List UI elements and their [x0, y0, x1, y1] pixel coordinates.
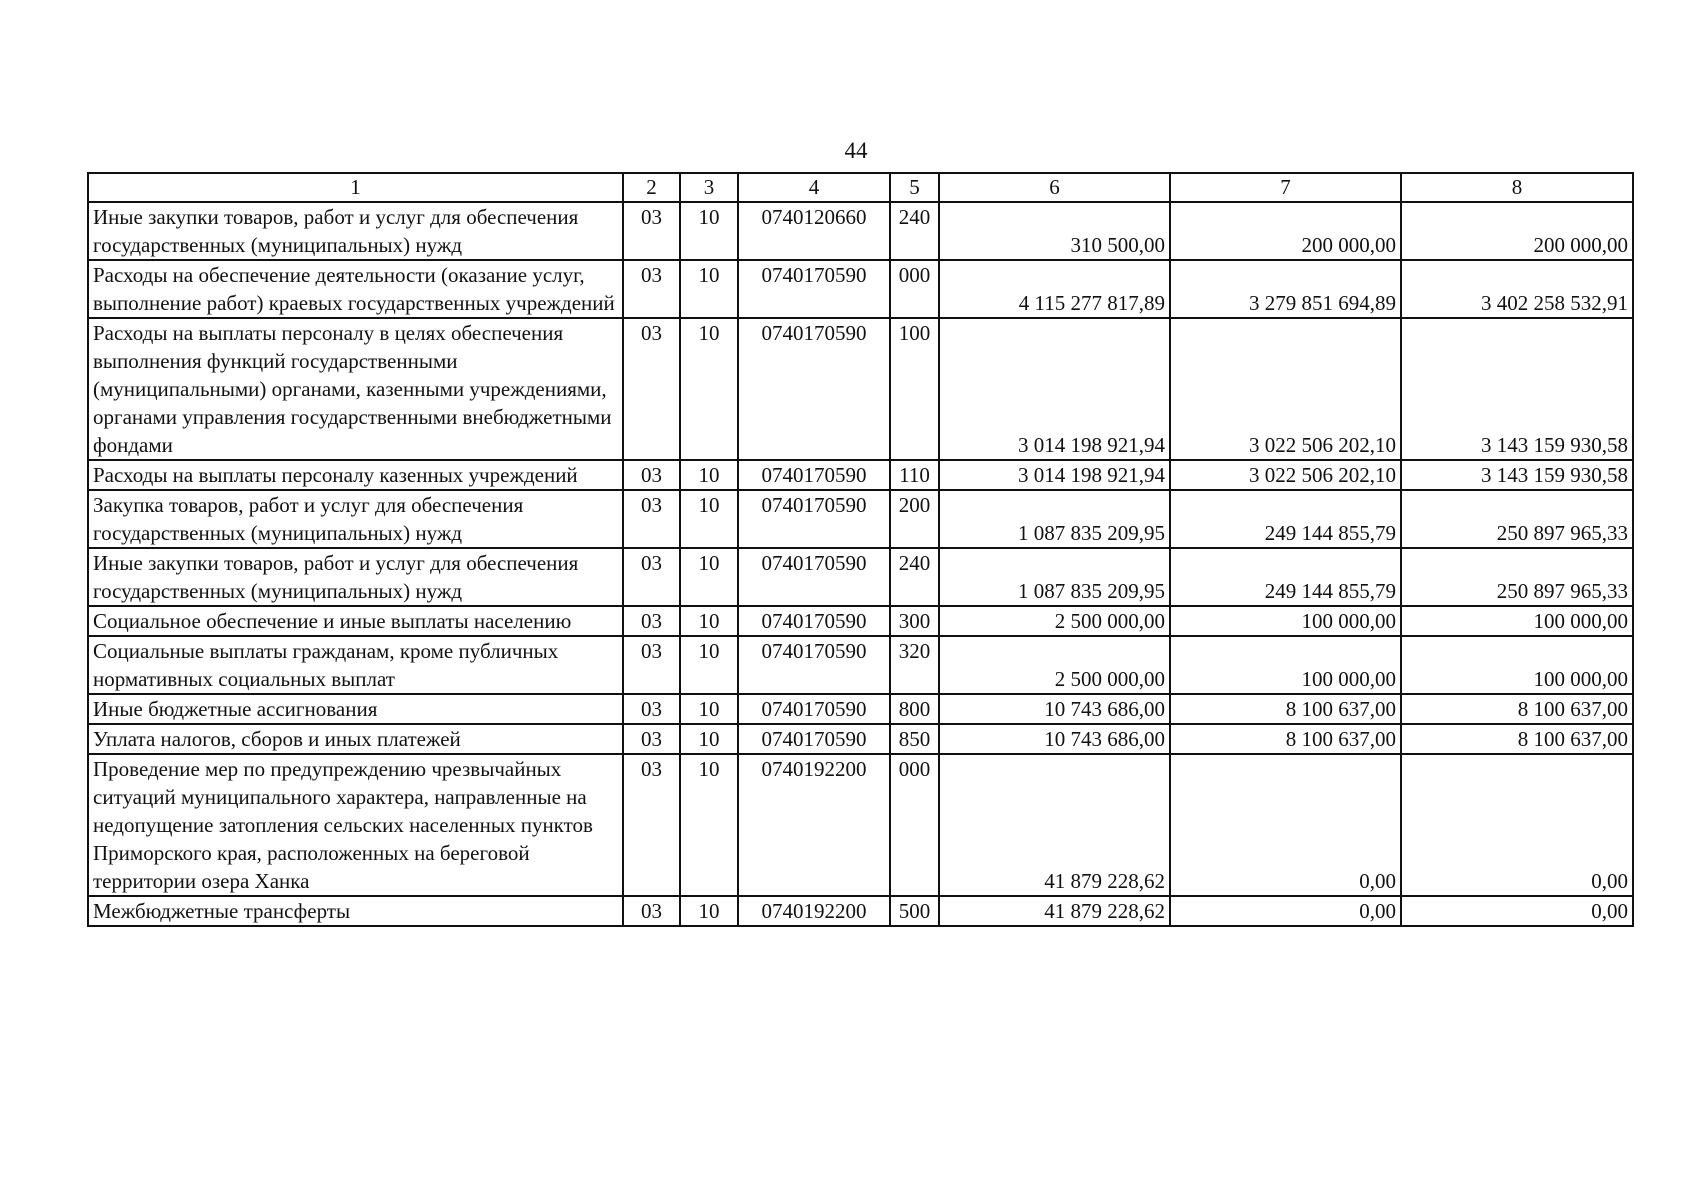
row-target-code: 0740170590 [738, 636, 890, 694]
row-amount-col8: 0,00 [1401, 754, 1633, 896]
row-expense-type: 320 [890, 636, 939, 694]
row-amount-col6: 1 087 835 209,95 [939, 548, 1170, 606]
table-row [88, 896, 1633, 926]
row-target-code: 0740170590 [738, 548, 890, 606]
row-name: Уплата налогов, сборов и иных платежей [88, 724, 623, 754]
row-amount-col7: 249 144 855,79 [1170, 548, 1401, 606]
row-target-code: 0740170590 [738, 490, 890, 548]
row-amount-col8: 8 100 637,00 [1401, 694, 1633, 724]
row-subsection: 10 [680, 606, 738, 636]
row-section: 03 [623, 202, 680, 260]
row-amount-col7: 3 022 506 202,10 [1170, 318, 1401, 460]
row-subsection: 10 [680, 754, 738, 896]
row-amount-col6: 41 879 228,62 [939, 896, 1170, 926]
row-subsection: 10 [680, 460, 738, 490]
row-amount-col7: 8 100 637,00 [1170, 694, 1401, 724]
row-amount-col6: 310 500,00 [939, 202, 1170, 260]
row-subsection: 10 [680, 318, 738, 460]
row-amount-col7: 8 100 637,00 [1170, 724, 1401, 754]
row-amount-col8: 100 000,00 [1401, 636, 1633, 694]
table-row [88, 754, 1633, 896]
row-amount-col7: 0,00 [1170, 896, 1401, 926]
col-header-7: 7 [1170, 173, 1401, 202]
table-row [88, 202, 1633, 260]
row-name: Иные закупки товаров, работ и услуг для обеспечения государственных (муниципальных) нужд [88, 548, 623, 606]
row-subsection: 10 [680, 548, 738, 606]
row-amount-col8: 0,00 [1401, 896, 1633, 926]
header-row [88, 173, 1633, 202]
row-amount-col8: 200 000,00 [1401, 202, 1633, 260]
row-amount-col8: 3 402 258 532,91 [1401, 260, 1633, 318]
row-expense-type: 000 [890, 754, 939, 896]
row-name: Проведение мер по предупреждению чрезвычайных ситуаций муниципального характера, направленные на недопущение затопления сельских населенных пунктов Приморского края, расположенных на береговой территории озера Ханка [88, 754, 623, 896]
row-name: Расходы на обеспечение деятельности (оказание услуг, выполнение работ) краевых государственных учреждений [88, 260, 623, 318]
row-amount-col7: 0,00 [1170, 754, 1401, 896]
row-amount-col7: 200 000,00 [1170, 202, 1401, 260]
row-target-code: 0740170590 [738, 318, 890, 460]
table-row [88, 548, 1633, 606]
row-amount-col6: 10 743 686,00 [939, 724, 1170, 754]
row-amount-col6: 2 500 000,00 [939, 636, 1170, 694]
row-expense-type: 000 [890, 260, 939, 318]
row-subsection: 10 [680, 724, 738, 754]
row-subsection: 10 [680, 490, 738, 548]
row-amount-col8: 250 897 965,33 [1401, 490, 1633, 548]
row-section: 03 [623, 460, 680, 490]
row-amount-col6: 4 115 277 817,89 [939, 260, 1170, 318]
row-section: 03 [623, 724, 680, 754]
row-amount-col7: 3 022 506 202,10 [1170, 460, 1401, 490]
row-expense-type: 300 [890, 606, 939, 636]
row-section: 03 [623, 694, 680, 724]
col-header-6: 6 [939, 173, 1170, 202]
table-row [88, 260, 1633, 318]
row-name: Иные закупки товаров, работ и услуг для обеспечения государственных (муниципальных) нужд [88, 202, 623, 260]
row-name: Социальные выплаты гражданам, кроме публичных нормативных социальных выплат [88, 636, 623, 694]
table-row [88, 694, 1633, 724]
row-section: 03 [623, 260, 680, 318]
row-section: 03 [623, 754, 680, 896]
col-header-4: 4 [738, 173, 890, 202]
row-target-code: 0740192200 [738, 754, 890, 896]
col-header-2: 2 [623, 173, 680, 202]
row-target-code: 0740170590 [738, 606, 890, 636]
row-amount-col8: 8 100 637,00 [1401, 724, 1633, 754]
row-amount-col6: 3 014 198 921,94 [939, 460, 1170, 490]
row-subsection: 10 [680, 636, 738, 694]
row-subsection: 10 [680, 260, 738, 318]
row-target-code: 0740170590 [738, 694, 890, 724]
row-amount-col6: 1 087 835 209,95 [939, 490, 1170, 548]
row-name: Расходы на выплаты персоналу в целях обеспечения выполнения функций государственными (муниципальными) органами, казенными учреждениями, органами управления государственными внебюджетными фондами [88, 318, 623, 460]
row-amount-col8: 250 897 965,33 [1401, 548, 1633, 606]
budget-table [87, 172, 1634, 927]
row-amount-col6: 2 500 000,00 [939, 606, 1170, 636]
row-expense-type: 800 [890, 694, 939, 724]
row-section: 03 [623, 548, 680, 606]
row-section: 03 [623, 318, 680, 460]
row-name: Иные бюджетные ассигнования [88, 694, 623, 724]
col-header-1: 1 [88, 173, 623, 202]
row-amount-col6: 10 743 686,00 [939, 694, 1170, 724]
row-amount-col6: 3 014 198 921,94 [939, 318, 1170, 460]
row-amount-col7: 3 279 851 694,89 [1170, 260, 1401, 318]
page-number: 44 [844, 138, 868, 163]
row-name: Расходы на выплаты персоналу казенных учреждений [88, 460, 623, 490]
row-target-code: 0740170590 [738, 724, 890, 754]
row-amount-col8: 100 000,00 [1401, 606, 1633, 636]
row-section: 03 [623, 490, 680, 548]
row-name: Закупка товаров, работ и услуг для обеспечения государственных (муниципальных) нужд [88, 490, 623, 548]
row-target-code: 0740170590 [738, 460, 890, 490]
row-amount-col7: 100 000,00 [1170, 606, 1401, 636]
row-target-code: 0740120660 [738, 202, 890, 260]
row-subsection: 10 [680, 694, 738, 724]
table-row [88, 490, 1633, 548]
table-body [88, 202, 1633, 926]
row-name: Социальное обеспечение и иные выплаты населению [88, 606, 623, 636]
row-amount-col8: 3 143 159 930,58 [1401, 460, 1633, 490]
table-row [88, 318, 1633, 460]
row-expense-type: 110 [890, 460, 939, 490]
row-section: 03 [623, 896, 680, 926]
table-row [88, 636, 1633, 694]
row-section: 03 [623, 606, 680, 636]
row-expense-type: 240 [890, 548, 939, 606]
row-name: Межбюджетные трансферты [88, 896, 623, 926]
table-row [88, 460, 1633, 490]
row-target-code: 0740192200 [738, 896, 890, 926]
table-row [88, 606, 1633, 636]
col-header-5: 5 [890, 173, 939, 202]
row-amount-col7: 100 000,00 [1170, 636, 1401, 694]
row-amount-col8: 3 143 159 930,58 [1401, 318, 1633, 460]
row-subsection: 10 [680, 896, 738, 926]
row-amount-col6: 41 879 228,62 [939, 754, 1170, 896]
row-expense-type: 500 [890, 896, 939, 926]
row-expense-type: 240 [890, 202, 939, 260]
row-subsection: 10 [680, 202, 738, 260]
row-target-code: 0740170590 [738, 260, 890, 318]
col-header-8: 8 [1401, 173, 1633, 202]
row-section: 03 [623, 636, 680, 694]
row-expense-type: 850 [890, 724, 939, 754]
row-expense-type: 200 [890, 490, 939, 548]
table-row [88, 724, 1633, 754]
col-header-3: 3 [680, 173, 738, 202]
row-expense-type: 100 [890, 318, 939, 460]
row-amount-col7: 249 144 855,79 [1170, 490, 1401, 548]
